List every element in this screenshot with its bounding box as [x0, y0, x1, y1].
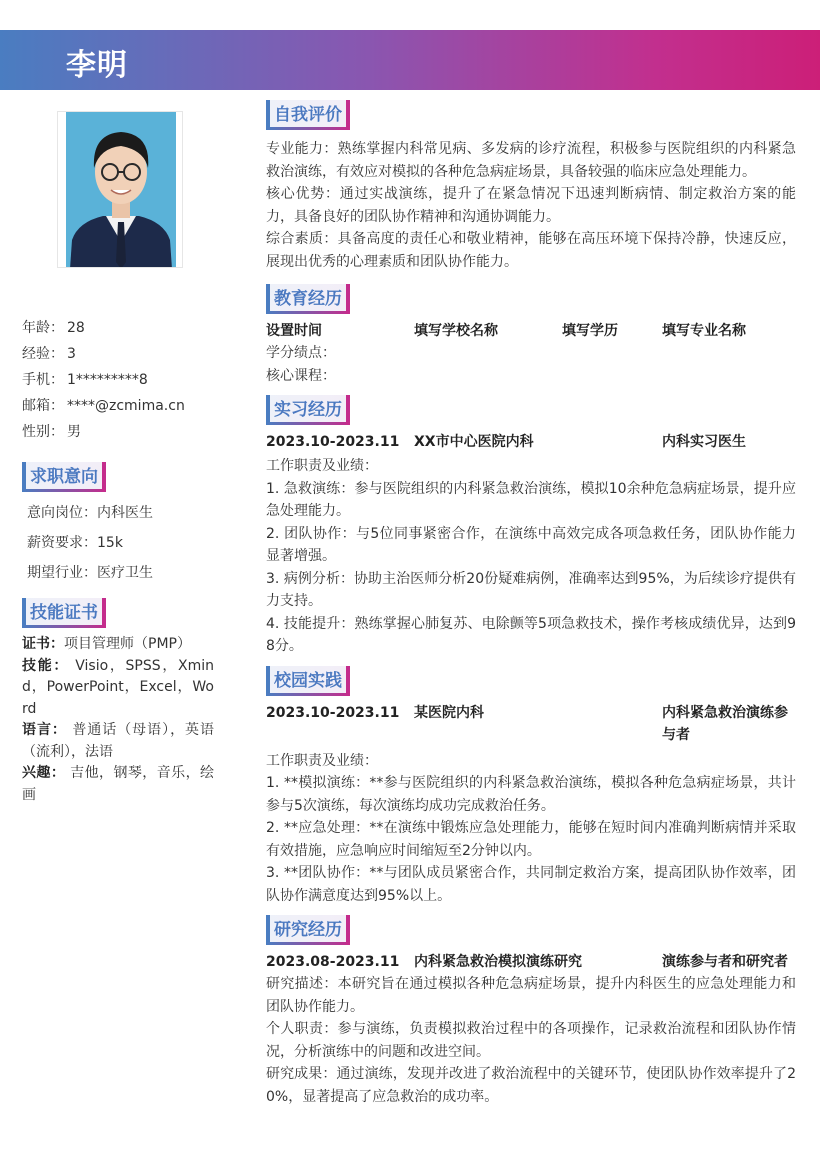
section-title-text: 教育经历: [274, 289, 342, 309]
skill-label: 技能：: [22, 657, 70, 674]
skill-value: 项目管理师（PMP）: [64, 636, 191, 652]
research-line: 个人职责：参与演练，负责模拟救治过程中的各项操作，记录救治流程和团队协作情况，分析演练中的问题和改进空间。: [266, 1021, 796, 1060]
info-label: 性别：: [22, 424, 64, 440]
education-gpa: 学分绩点：: [266, 345, 336, 361]
research-role: 演练参与者和研究者: [662, 954, 788, 970]
info-label: 年龄：: [22, 320, 64, 336]
header-band: [0, 30, 820, 90]
skill-certificate: [22, 634, 222, 656]
info-value: 3: [67, 346, 76, 362]
basic-info: [22, 318, 222, 448]
internship-line: 工作职责及业绩：: [266, 458, 378, 474]
info-phone: [22, 370, 222, 396]
internship-role: 内科实习医生: [662, 434, 746, 450]
profile-photo: [57, 111, 183, 268]
info-value: 男: [67, 424, 81, 440]
skill-value: 吉他，钢琴，音乐，绘画: [22, 765, 214, 803]
info-value: 1*********8: [67, 372, 148, 388]
intent-value: 内科医生: [97, 505, 153, 521]
skill-label: 证书：: [22, 636, 64, 652]
campus-line: 3. **团队协作：**与团队成员紧密合作，共同制定救治方案，提高团队协作效率，团队协作满意度达到95%以上。: [266, 865, 796, 904]
skill-label: 兴趣：: [22, 765, 66, 781]
skill-hobby: [22, 763, 222, 806]
skill-language: [22, 720, 222, 763]
internship-line: 2. 团队协作：与5位同事紧密合作，在演练中高效完成各项急救任务，团队协作能力显著增强。: [266, 525, 796, 564]
intent-label: 期望行业：: [27, 565, 97, 581]
education-courses: 核心课程：: [266, 367, 336, 384]
intent-industry: [22, 558, 222, 588]
section-title-research: [266, 915, 350, 945]
section-title-text: 求职意向: [30, 467, 98, 487]
intent-value: 15k: [97, 535, 123, 551]
campus-org: 某医院内科: [414, 704, 484, 721]
self-eval-paragraph: 综合素质：具备高度的责任心和敬业精神，能够在高压环境下保持冷静，快速反应，展现出优秀的心理素质和团队协作能力。: [266, 231, 796, 270]
intent-position: [22, 498, 222, 528]
section-title-campus: [266, 666, 350, 696]
skill-value: 普通话（母语），英语（流利），法语: [22, 722, 215, 760]
section-title-text: 校园实践: [274, 670, 342, 691]
internship-line: 3. 病例分析：协助主治医师分析20份疑难病例，准确率达到95%，为后续诊疗提供有力支持。: [266, 570, 796, 609]
candidate-name: 李明: [66, 48, 128, 83]
intent-label: 薪资要求：: [27, 535, 97, 551]
info-label: 手机：: [22, 372, 64, 388]
campus-line: 2. **应急处理：**在演练中锻炼应急处理能力，能够在短时间内准确判断病情并采取有效措施，应急响应时间缩短至2分钟以内。: [266, 820, 796, 859]
section-title-education: [266, 284, 350, 314]
self-eval-paragraph: 核心优势：通过实战演练，提升了在紧急情况下迅速判断病情、制定救治方案的能力，具备良好的团队协作精神和沟通协调能力。: [266, 186, 796, 225]
intent-value: 医疗卫生: [97, 565, 153, 581]
internship-time: 2023.10-2023.11: [266, 434, 400, 450]
education-time: 设置时间: [266, 323, 322, 339]
section-title-text: 自我评价: [274, 105, 342, 125]
campus-line: 工作职责及业绩：: [266, 752, 378, 769]
info-age: [22, 318, 222, 344]
education-degree: 填写学历: [562, 323, 618, 339]
education-header-row: [266, 320, 796, 342]
skill-tools: [22, 656, 222, 721]
internship-org: XX市中心医院内科: [414, 434, 534, 450]
campus-role: 内科紧急救治演练参与者: [662, 704, 788, 743]
research-line: 研究描述：本研究旨在通过模拟各种危急病症场景，提升内科医生的应急处理能力和团队协作能力。: [266, 976, 796, 1015]
internship-line: 1. 急救演练：参与医院组织的内科紧急救治演练，模拟10余种危急病症场景，提升应急处理能力。: [266, 480, 796, 519]
research-line: 研究成果：通过演练，发现并改进了救治流程中的关键环节，使团队协作效率提升了20%，显著提高了应急救治的成功率。: [266, 1066, 796, 1105]
campus-line: 1. **模拟演练：**参与医院组织的内科紧急救治演练，模拟各种危急病症场景，共计参与5次演练，每次演练均成功完成救治任务。: [266, 775, 796, 814]
research-header-row: [266, 951, 796, 973]
skill-value: Visio，SPSS，Xmind，PowerPoint，Excel，Word: [22, 657, 215, 717]
section-title-text: 技能证书: [30, 603, 98, 623]
info-value: 28: [67, 320, 85, 336]
info-label: 邮箱：: [22, 398, 64, 414]
right-column: [266, 100, 796, 1108]
info-experience: [22, 344, 222, 370]
left-column: [22, 318, 222, 806]
internship-line: 4. 技能提升：熟练掌握心肺复苏、电除颤等5项急救技术，操作考核成绩优异，达到98分。: [266, 615, 796, 654]
section-title-self-eval: [266, 100, 350, 130]
education-major: 填写专业名称: [662, 323, 746, 339]
research-time: 2023.08-2023.11: [266, 954, 400, 970]
internship-header-row: [266, 431, 796, 453]
info-gender: [22, 422, 222, 448]
section-title-text: 研究经历: [274, 920, 342, 940]
research-org: 内科紧急救治模拟演练研究: [414, 954, 582, 970]
profile-photo-image: [58, 112, 183, 268]
info-label: 经验：: [22, 346, 64, 362]
section-title-job-intent: [22, 462, 106, 492]
info-email: [22, 396, 222, 422]
intent-salary: [22, 528, 222, 558]
section-title-text: 实习经历: [274, 400, 342, 420]
section-title-internship: [266, 395, 350, 425]
campus-time: 2023.10-2023.11: [266, 704, 400, 721]
intent-label: 意向岗位：: [27, 505, 97, 521]
campus-header-row: [266, 702, 796, 746]
skill-label: 语言：: [22, 722, 67, 738]
section-title-skills: [22, 598, 106, 628]
self-eval-paragraph: 专业能力：熟练掌握内科常见病、多发病的诊疗流程，积极参与医院组织的内科紧急救治演练，有效应对模拟的各种危急病症场景，具备较强的临床应急处理能力。: [266, 141, 796, 180]
info-value: ****@zcmima.cn: [67, 398, 185, 414]
education-school: 填写学校名称: [414, 323, 498, 339]
